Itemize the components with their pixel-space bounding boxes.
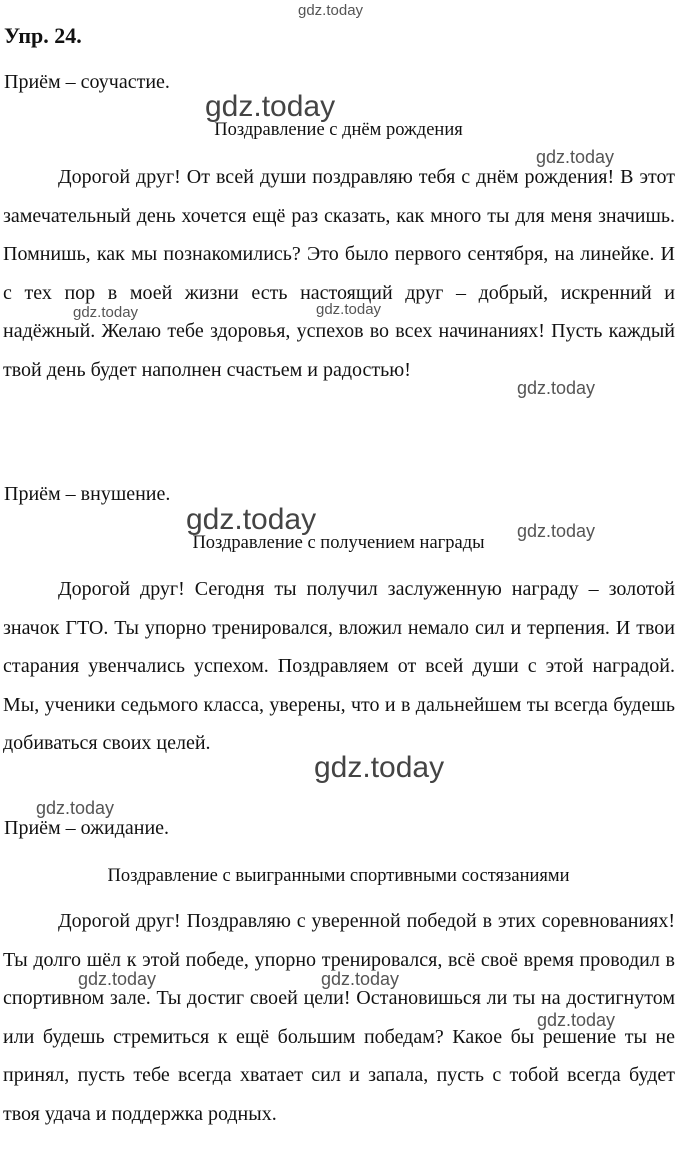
watermark: gdz.today [73, 304, 139, 321]
section-text-2: Дорогой друг! Сегодня ты получил заслуженную награду – золотой значок ГТО. Ты упорно тренировался, вложил немало сил и терпения. И твои старания увенчались успехом. Поздравляем от всей души с этой наградой. Мы, ученики седьмого класса, уверены, что и в дальнейшем ты всегда будешь добиваться своих целей. [3, 578, 675, 755]
watermark: gdz.today [321, 969, 400, 989]
watermark: gdz.today [186, 503, 317, 536]
watermark: gdz.today [517, 378, 596, 398]
section-heading-1: Поздравление с днём рождения [214, 120, 463, 140]
watermark: gdz.today [517, 521, 596, 541]
section-text-1: Дорогой друг! От всей души поздравляю тебя с днём рождения! В этот замечательный день хочется ещё раз сказать, как много ты для меня значишь. Помнишь, как мы познакомились? Это было первого сентября, на линейке. И с тех пор в моей жизни есть настоящий друг – добрый, искренний и надёжный. Желаю тебе здоровья, успехов во всех начинаниях! Пусть каждый твой день будет наполнен счастьем и радостью! [3, 166, 675, 381]
technique-label-2: Приём – внушение. [4, 483, 171, 505]
technique-label-1: Приём – соучастие. [4, 71, 170, 93]
watermark: gdz.today [36, 798, 115, 818]
watermark: gdz.today [316, 301, 382, 318]
exercise-title: Упр. 24. [4, 23, 82, 48]
section-heading-2: Поздравление с получением награды [192, 533, 485, 553]
section-text-3: Дорогой друг! Поздравляю с уверенной победой в этих соревнованиях! Ты долго шёл к этой победе, упорно тренировался, всё своё время проводил в спортивном зале. Ты достиг своей цели! Остановишься ли ты на достигнутом или будешь стремиться к ещё большим победам? Какое бы решение ты не принял, пусть тебе всегда хватает сил и запала, пусть с тобой всегда будет твоя удача и поддержка родных. [3, 910, 675, 1125]
section-heading-3: Поздравление с выигранными спортивными состязаниями [107, 866, 570, 886]
watermark: gdz.today [536, 147, 615, 167]
watermark: gdz.today [537, 1010, 616, 1030]
watermark: gdz.today [298, 2, 364, 19]
watermark: gdz.today [78, 969, 157, 989]
watermark: gdz.today [314, 751, 445, 784]
watermark: gdz.today [205, 90, 336, 123]
technique-label-3: Приём – ожидание. [4, 817, 170, 839]
